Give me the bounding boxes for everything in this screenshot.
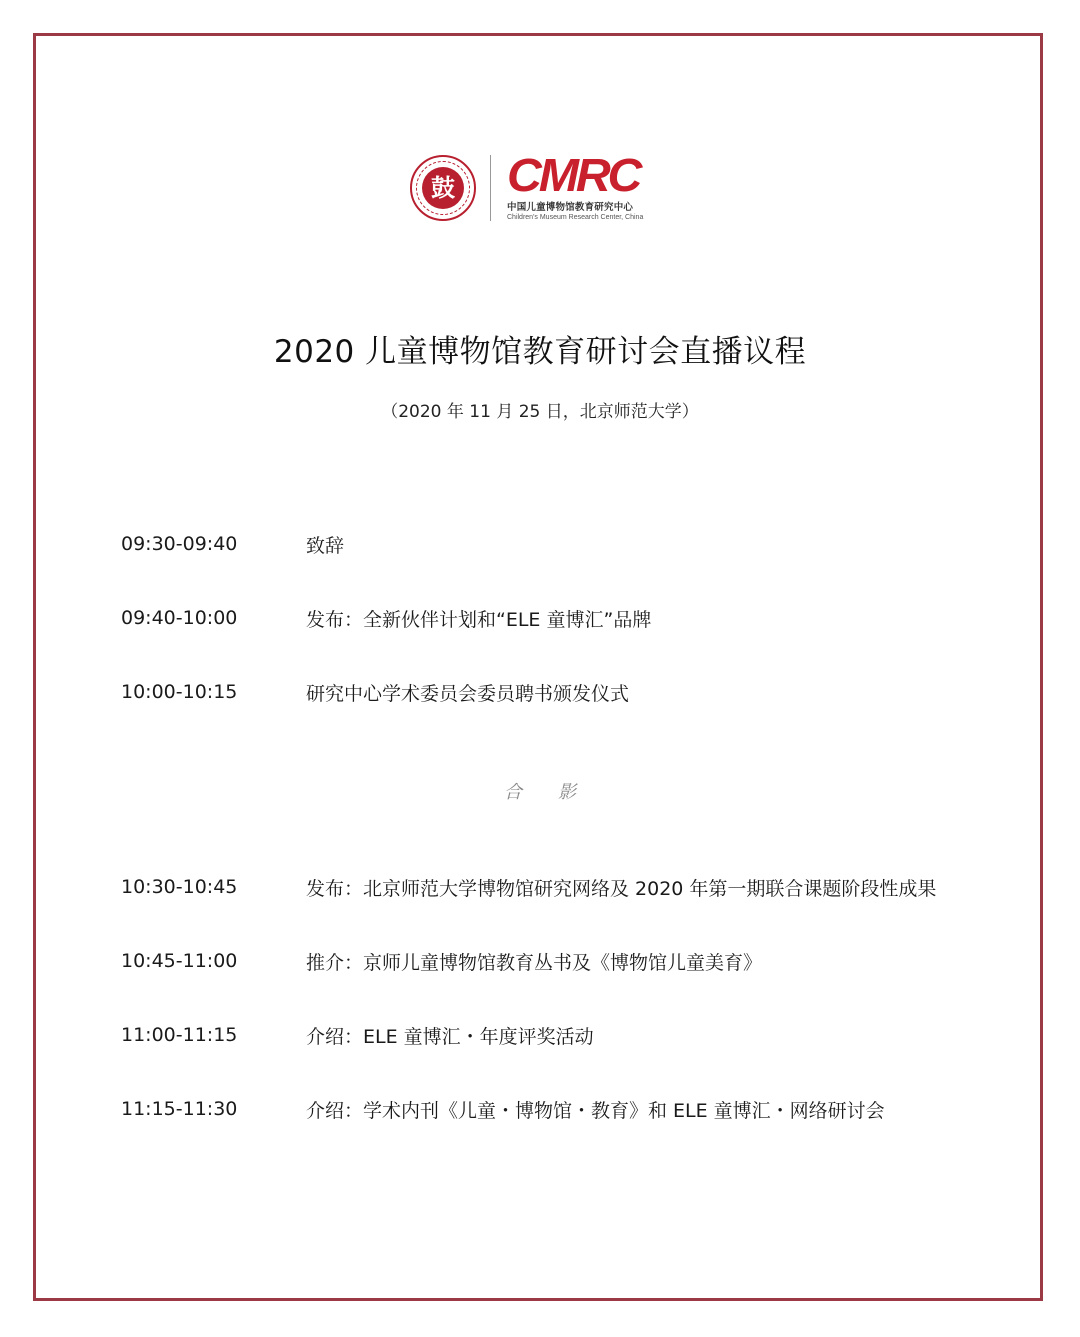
agenda-time: 11:15-11:30 [121,1098,238,1120]
agenda-row [121,946,762,976]
logo-divider [490,155,491,221]
cmrc-name-cn: 中国儿童博物馆教育研究中心 [507,202,634,213]
agenda-time: 10:30-10:45 [121,876,238,898]
cmrc-wordmark: CMRC [507,149,640,201]
header-logos [410,149,644,224]
agenda-item: 发布：北京师范大学博物馆研究网络及 2020 年第一期联合课题阶段性成果 [306,877,937,900]
agenda-row [121,1020,594,1050]
seal-glyph: 鼓 [422,167,464,209]
agenda-row [121,529,344,559]
page-title: 2020 儿童博物馆教育研讨会直播议程 [273,334,807,370]
seal-ring [416,161,470,215]
agenda-item: 研究中心学术委员会委员聘书颁发仪式 [306,682,630,705]
cmrc-name-en: Children's Museum Research Center, China [507,214,644,221]
agenda-time: 11:00-11:15 [121,1024,238,1046]
agenda-item: 介绍：ELE 童博汇・年度评奖活动 [306,1025,594,1048]
agenda-row [121,677,629,707]
agenda-time: 10:45-11:00 [121,950,238,972]
agenda-row [121,603,651,633]
agenda-row [121,872,936,902]
page-subtitle: （2020 年 11 月 25 日，北京师范大学） [381,402,699,422]
agenda-row [121,1094,885,1124]
agenda-item: 致辞 [306,534,345,557]
agenda-time: 10:00-10:15 [121,681,238,703]
agenda-time: 09:40-10:00 [121,607,238,629]
agenda-time: 09:30-09:40 [121,533,238,555]
group-photo-break: 合影 [504,782,612,803]
agenda-item: 推介：京师儿童博物馆教育丛书及《博物馆儿童美育》 [306,951,763,974]
agenda-item: 发布：全新伙伴计划和“ELE 童博汇”品牌 [306,608,652,631]
agenda-item: 介绍：学术内刊《儿童・博物馆・教育》和 ELE 童博汇・网络研讨会 [306,1099,885,1122]
university-seal-logo [410,155,476,221]
cmrc-logo [507,149,644,221]
